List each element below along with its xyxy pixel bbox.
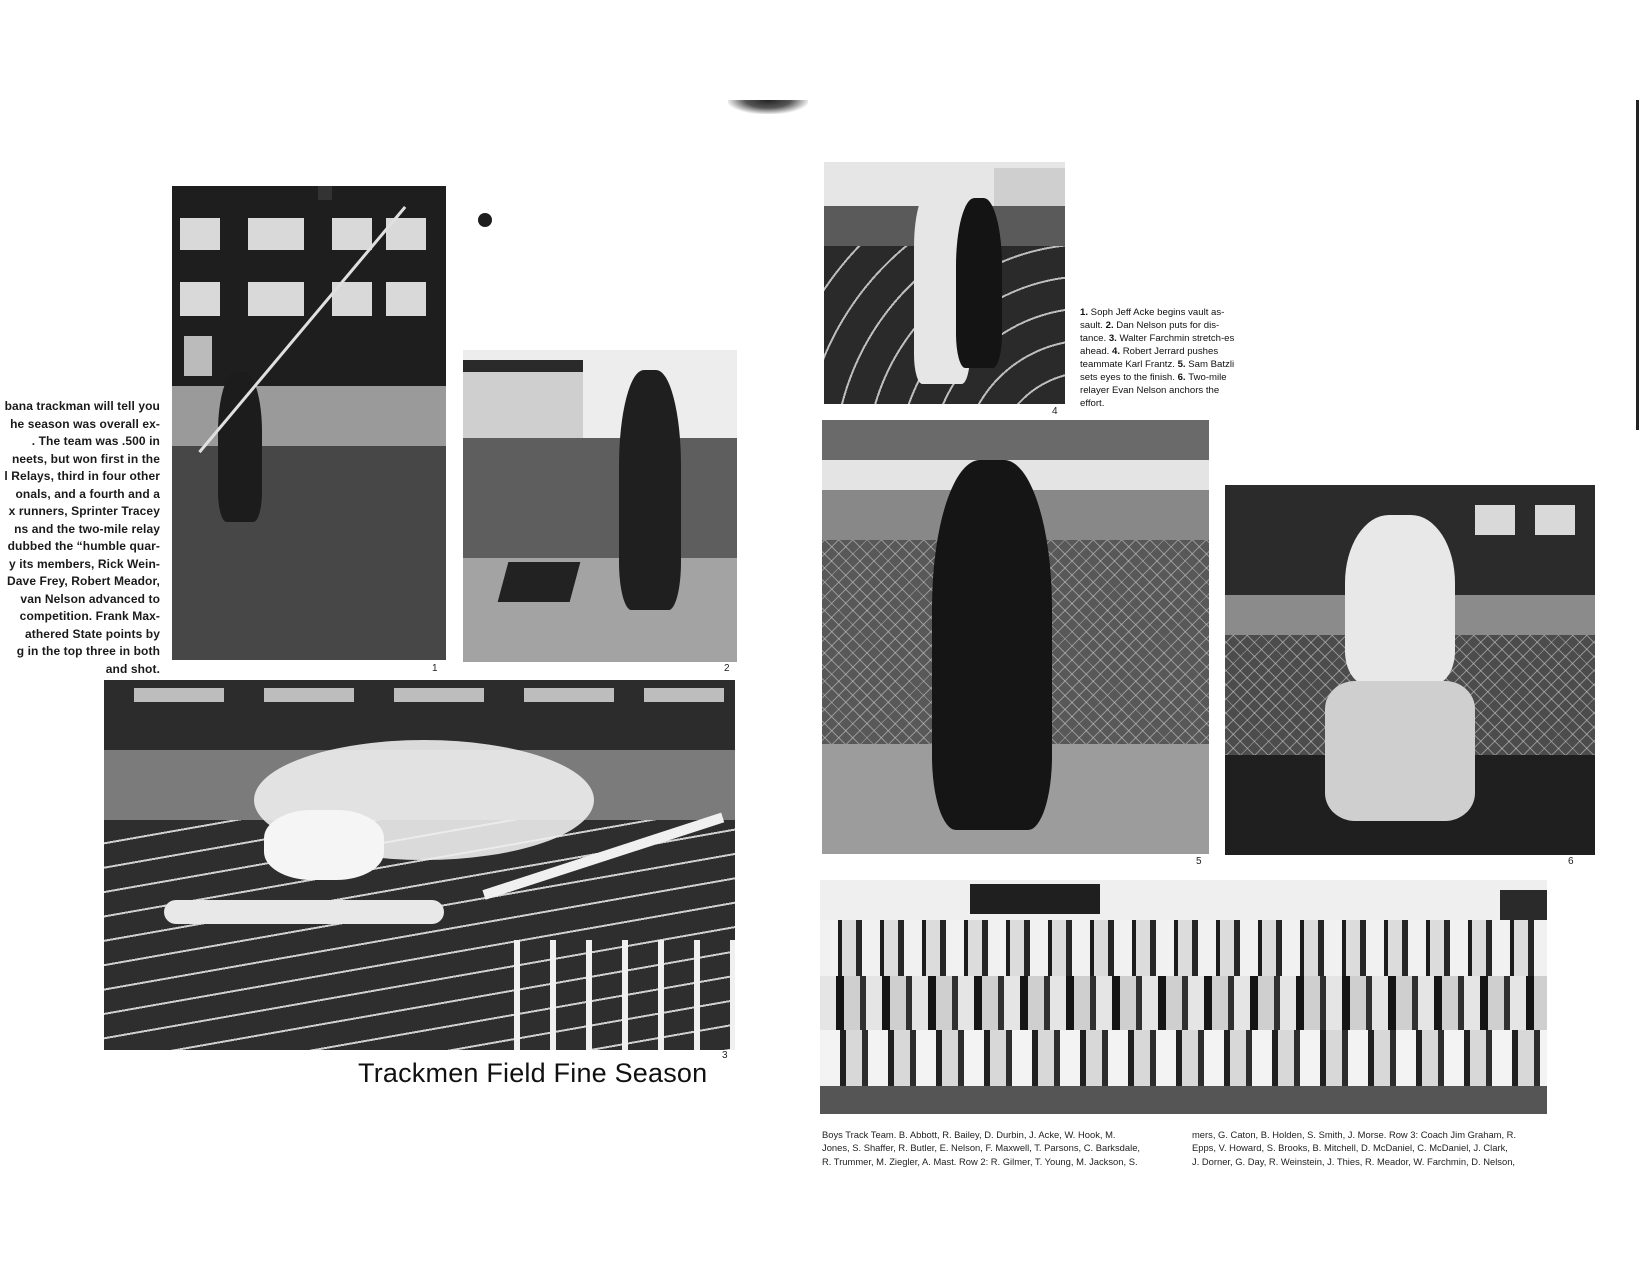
body-line: van Nelson advanced to	[20, 591, 160, 606]
photo-number: 2	[724, 663, 730, 674]
caption-text: Two-mile relayer Evan Nelson anchors the effort.	[1080, 372, 1227, 409]
caption-number: 3.	[1108, 333, 1120, 344]
photo-shot-put	[463, 350, 737, 662]
body-line: athered State points by	[25, 626, 160, 641]
body-line: competition. Frank Max-	[19, 609, 160, 623]
caption-number: 6.	[1177, 372, 1189, 383]
gutter-shadow	[728, 100, 808, 114]
team-caption-line: mers, G. Caton, B. Holden, S. Smith, J. Morse. Row 3: Coach Jim Graham, R.	[1192, 1129, 1517, 1140]
body-line: neets, but won first in the	[11, 451, 160, 466]
body-line: onals, and a fourth and a	[15, 486, 160, 501]
photo-number: 6	[1568, 856, 1574, 867]
caption-number: 1.	[1080, 307, 1091, 318]
team-caption-line: Epps, V. Howard, S. Brooks, B. Mitchell, D. McDaniel, C. McDaniel, J. Clark,	[1192, 1142, 1508, 1154]
page-title: Trackmen Field Fine Season	[358, 1058, 708, 1088]
photo-number: 3	[722, 1050, 728, 1061]
team-caption-line: Jones, S. Shaffer, R. Butler, E. Nelson, F. Maxwell, T. Parsons, C. Barksdale,	[822, 1142, 1141, 1154]
caption-text: Robert Jerrard pushes teammate Karl Frantz.	[1080, 346, 1219, 370]
photo-runner-fence	[822, 420, 1209, 854]
body-line: and shot.	[105, 661, 160, 676]
photo-number: 5	[1196, 856, 1202, 867]
photo-pole-vault	[172, 186, 446, 660]
caption-text: Soph Jeff Acke begins vault as-sault.	[1080, 307, 1225, 331]
body-line: l Relays, third in four other	[4, 469, 160, 483]
body-line: bana trackman will tell you	[4, 399, 160, 413]
page-edge	[1636, 100, 1639, 430]
body-line: Dave Frey, Robert Meador,	[7, 574, 160, 588]
body-line: x runners, Sprinter Tracey	[8, 504, 160, 518]
caption-text: Walter Farchmin stretch-es ahead.	[1080, 333, 1235, 357]
photo-caption	[1080, 306, 1240, 410]
caption-number: 4.	[1112, 346, 1123, 357]
photo-hurdler	[104, 680, 735, 1050]
caption-number: 5.	[1177, 359, 1189, 370]
photo-number: 1	[432, 663, 438, 674]
caption-text: Sam Batzli sets eyes to the finish.	[1080, 359, 1235, 383]
body-line: dubbed the “humble quar-	[7, 539, 160, 553]
photo-number: 4	[1052, 406, 1058, 417]
body-line: y its members, Rick Wein-	[9, 556, 160, 571]
decorative-mark	[478, 213, 492, 227]
caption-number: 2.	[1105, 320, 1117, 331]
photo-runners-track	[824, 162, 1065, 404]
caption-text: Dan Nelson puts for dis-tance.	[1080, 320, 1220, 344]
page-bottom-margin	[0, 1168, 1650, 1275]
team-caption-line: Boys Track Team. B. Abbott, R. Bailey, D. Durbin, J. Acke, W. Hook, M.	[822, 1129, 1116, 1140]
body-line: ns and the two-mile relay	[14, 521, 160, 536]
team-caption-line: R. Trummer, M. Ziegler, A. Mast. Row 2: R. Gilmer, T. Young, M. Jackson, S.	[822, 1155, 1138, 1167]
team-caption-line: J. Dorner, G. Day, R. Weinstein, J. Thies, R. Meador, W. Farchmin, D. Nelson,	[1192, 1155, 1516, 1167]
photo-team	[820, 880, 1547, 1114]
photo-relay-runner	[1225, 485, 1595, 855]
article-body	[0, 398, 160, 678]
body-line: . The team was .500 in	[31, 434, 160, 448]
body-line: he season was overall ex-	[10, 416, 160, 431]
body-line: g in the top three in both	[16, 644, 160, 658]
